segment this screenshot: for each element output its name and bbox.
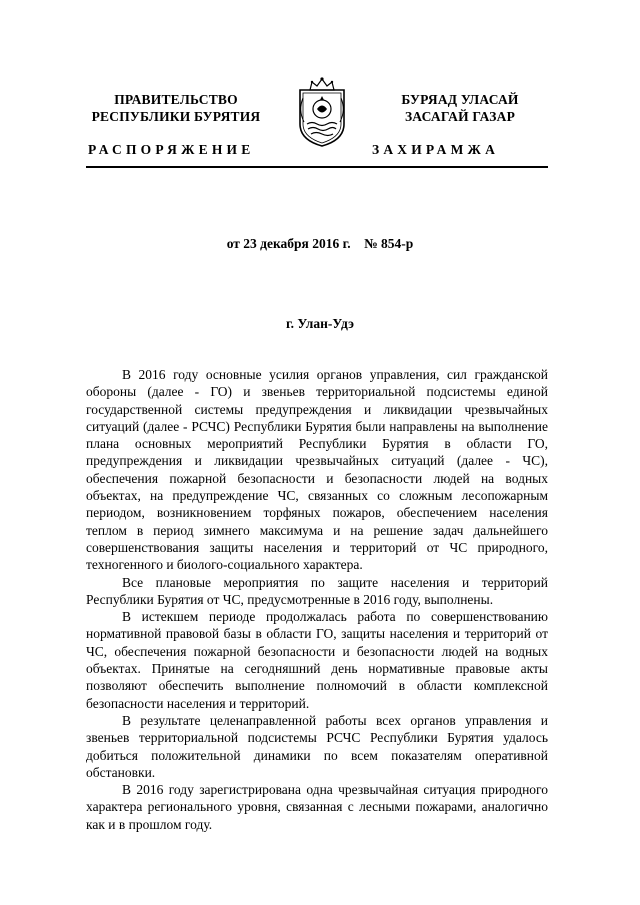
- paragraph: В 2016 году основные усилия органов управления, сил гражданской обороны (далее - ГО) и звеньев территориальной подсистемы единой государственной системы предупреждения и ликвидации чрезвычайных ситуаций (далее - РСЧС) Республики Бурятия были направлены на выполнение плана основных мероприятий Республики Бурятия в области ГО, предупреждения и ликвидации чрезвычайных ситуаций (далее - ЧС), обеспечения пожарной безопасности и безопасности людей на водных объектах, на предупреждение ЧС, связанных со сложным лесопожарным периодом, возникновением торфяных пожаров, обеспечением населения теплом в период зимнего максимума и на решение задач дальнейшего совершенствования защиты населения и территорий от ЧС природного, техногенного и биолого-социального характера.: [86, 367, 548, 573]
- issuer-russian-line2: РЕСПУБЛИКИ БУРЯТИЯ: [91, 109, 261, 124]
- issuer-buryat-line1: БУРЯАД УЛАСАЙ: [401, 92, 519, 107]
- paragraph: В результате целенаправленной работы всех органов управления и звеньев территориальной подсистемы РСЧС Республики Бурятия удалось добиться положительной динамики по всем показателям оперативной обстановки.: [86, 712, 548, 780]
- coat-of-arms-icon: [296, 76, 348, 148]
- document-body: [86, 366, 548, 833]
- date-and-number: от 23 декабря 2016 г. № 854-р: [226, 236, 414, 251]
- paragraph: Все плановые мероприятия по защите населения и территорий Республики Бурятия от ЧС, предусмотренные в 2016 году, выполнены.: [86, 574, 548, 607]
- paragraph: В 2016 году зарегистрирована одна чрезвычайная ситуация природного характера регионального уровня, связанная с лесными пожарами, аналогично как и в прошлом году.: [86, 782, 548, 832]
- doc-type-russian: РАСПОРЯЖЕНИЕ: [88, 142, 255, 157]
- city: г. Улан-Удэ: [286, 316, 354, 331]
- header-divider: [86, 166, 548, 168]
- doc-type-buryat: ЗАХИРАМЖА: [372, 142, 500, 157]
- paragraph: В истекшем периоде продолжалась работа по совершенствованию нормативной правовой базы в области ГО, защиты населения и территорий от ЧС, обеспечения пожарной безопасности и безопасности людей на водных объектах. Принятые на сегодняшний день нормативные правовые акты позволяют обеспечить выполнение полномочий в области комплексной безопасности населения и территорий.: [86, 609, 548, 711]
- issuer-buryat-line2: ЗАСАГАЙ ГАЗАР: [404, 109, 516, 124]
- issuer-russian-line1: ПРАВИТЕЛЬСТВО: [114, 92, 238, 107]
- issuer-buryat: [370, 91, 550, 125]
- issuer-russian: [86, 91, 266, 125]
